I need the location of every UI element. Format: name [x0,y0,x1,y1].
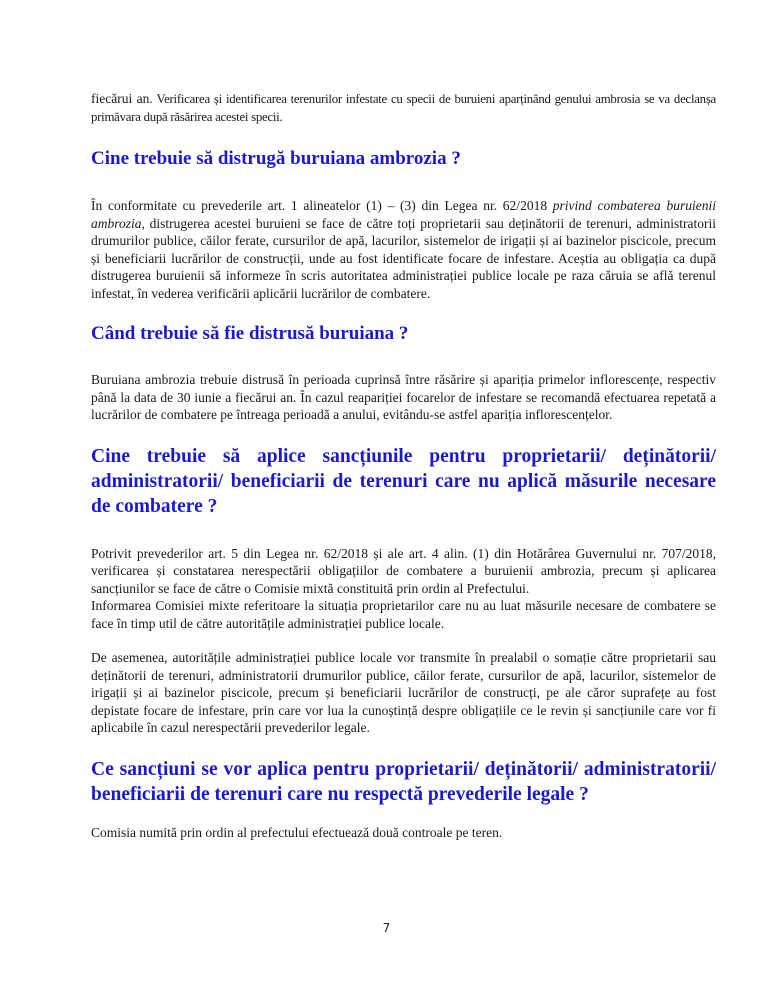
obligations-text: , distrugerea acestei buruieni se face de către toți proprietarii sau deținătorii de terenuri, administratorii drumurilor publice, căilor ferate, cursurilor de apă, lacurilor, sistemelor de irigații și ai bazinelor piscicole, precum și beneficiarii lucrărilor de construcții, unde au fost identificate focare de infestare. Aceștia au obligația ca după distrugerea buruienii să informeze în scris autoritatea administrației publice locale pe raza căruia se află terenul infestat, în vederea verificării aplicării lucrărilor de combatere. [91,215,716,301]
paragraph-when-destroyed: Buruiana ambrozia trebuie distrusă în perioada cuprinsă între răsărire și apariția primelor inflorescențe, respectiv până la data de 30 iunie a fiecărui an. În cazul reapariției focarelor de infestare se recomandă efectuarea repetată a lucrărilor de combatere pe întreaga perioadă a anului, evitându-se astfel apariția inflorescențelor. [91,372,716,422]
paragraph-summons: De asemenea, autoritățile administrației publice locale vor transmite în prealabil o somație către proprietarii sau deținătorii de terenuri, administratorii drumurilor publice, căilor ferate, cursurilor de apă, lacurilor, sistemelor de irigații și ai bazinelor piscicole, precum și beneficiarii lucrărilor de construcți, pe ale căror suprafețe au fost depistate focare de infestare, prin care vor lua la cunoștință despre obligațiile ce le revin și sancțiunile care vor fi aplicabile în cazul nerespectării prevederilor legale. [91,650,716,735]
heading-when-destroyed: Când trebuie să fie distrusă buruiana ? [91,323,409,344]
intro-text: Verificarea și identificarea terenurilor infestate cu specii de buruieni aparținând genului ambrosia se va declanșa primăvara după răsărirea acestei specii. [91,92,716,124]
paragraph-who-destroys [91,197,716,302]
page-content [91,90,716,841]
heading-who-destroys: Cine trebuie să distrugă buruiana ambrozia ? [91,148,461,169]
paragraph-commission: Potrivit prevederilor art. 5 din Legea nr. 62/2018 și ale art. 4 alin. (1) din Hotărârea Guvernului nr. 707/2018, verificarea și constatarea nerespectării obligațiilor de combatere a buruienii ambrozia, precum și aplicarea sancțiunilor se face de către o Comisie mixtă constituită prin ordin al Prefectului. [91,545,716,596]
heading-what-sanctions: Ce sancțiuni se vor aplica pentru proprietarii/ deținătorii/ administratorii/ beneficiarii de terenuri care nu respectă prevederile legale ? [91,758,716,805]
heading-who-sanctions: Cine trebuie să aplice sancțiunile pentru proprietarii/ deținătorii/ administratorii/ beneficiarii de terenuri care nu aplică măsurile necesare de combatere ? [91,445,716,517]
paragraph-controls: Comisia numită prin ordin al prefectului efectuează două controale pe teren. [91,824,503,840]
legal-reference-text: În conformitate cu prevederile art. 1 alineatelor (1) – (3) din Legea nr. 62/2018 [91,198,553,213]
law-title-italic: privind combaterea buruienii ambrozia [91,198,716,231]
intro-paragraph [91,90,716,126]
intro-lead: fiecărui an. [91,91,153,106]
paragraph-commission-information: Informarea Comisiei mixte referitoare la situația proprietarilor care nu au luat măsurile necesare de combatere se face în timp util de către autoritățile administrației publice locale. [91,598,716,631]
page-number: 7 [382,921,391,935]
